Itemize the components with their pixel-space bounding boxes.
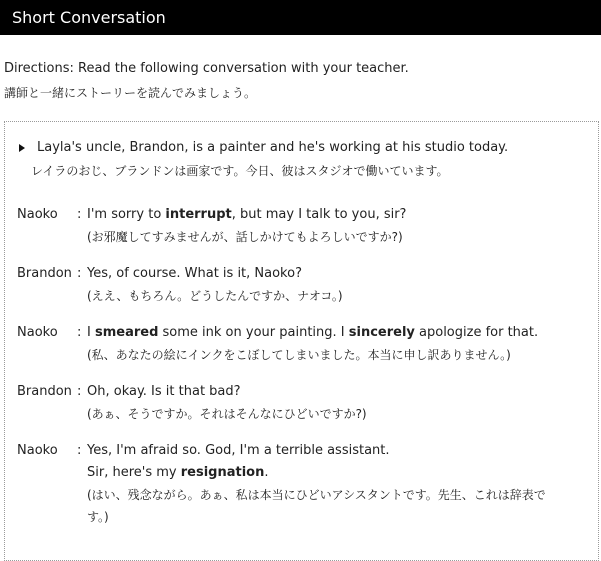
line-en: Oh, okay. Is it that bad? [87,384,241,399]
section-title: Short Conversation [12,8,166,27]
directions [4,58,409,104]
intro-en: Layla's uncle, Brandon, is a painter and he's working at his studio today. [37,140,509,155]
line-en: I smeared some ink on your painting. I sincerely apologize for that. [87,325,539,340]
directions-en: Directions: Read the following conversation with your teacher. [4,61,409,76]
intro [19,137,508,182]
line-ja: (あぁ、そうですか。それはそんなにひどいですか?) [87,407,367,421]
directions-ja: 講師と一緒にストーリーを読んでみましょう。 [4,86,257,100]
line-en: Yes, of course. What is it, Naoko? [87,266,302,281]
line-en-2: Sir, here's my resignation. [87,465,269,480]
line-ja: (お邪魔してすみませんが、話しかけてもよろしいですか?) [87,230,403,244]
vocab-word: interrupt [165,207,232,222]
triangle-bullet-icon [19,144,25,152]
section-header [0,0,601,35]
intro-ja: レイラのおじ、ブランドンは画家です。今日、彼はスタジオで働いています。 [31,164,449,178]
line-en: Yes, I'm afraid so. God, I'm a terrible assistant. [87,443,390,458]
vocab-word: smeared [94,325,159,340]
speaker-name: Brandon [17,266,72,281]
speaker-name: Naoko [17,443,58,458]
speaker-name: Naoko [17,207,58,222]
speaker-name: Brandon [17,384,72,399]
conversation-box: Layla's uncle, Brandon, is a painter and he's working at his studio today. レイラのおじ、ブランドンは画家です。今日、彼はスタジオで働いています。 Naoko : I'm sorry to interrupt, but may I talk to you, sir? (お邪魔してすみませんが、話しかけてもよろしいですか?) Brandon : Yes, of course. What is it, Naoko? (ええ、もちろん。どうしたんですか、ナオコ。) Naoko : I smeared some ink on your painting. I sincerely apologize for that. (私、あなたの絵にインクをこぼしてしまいました。本当に申し訳ありません。) Brandon : Oh, okay. Is it that bad? (あぁ、そうですか。それはそんなにひどいですか?) Naoko : Yes, I'm afraid so. God, I'm a terrible assistant. Sir, here's my resignation. (はい、残念ながら。あぁ、私は本当にひどいアシスタントです。先生、これは辞表です。) [4,121,599,561]
line-ja: (ええ、もちろん。どうしたんですか、ナオコ。) [87,289,343,303]
vocab-word: resignation [180,465,265,480]
line-ja: (はい、残念ながら。あぁ、私は本当にひどいアシスタントです。先生、これは辞表です。) [87,488,546,524]
speaker-name: Naoko [17,325,58,340]
vocab-word: sincerely [348,325,415,340]
line-ja: (私、あなたの絵にインクをこぼしてしまいました。本当に申し訳ありません。) [87,348,511,362]
line-en: I'm sorry to interrupt, but may I talk to you, sir? [87,207,407,222]
